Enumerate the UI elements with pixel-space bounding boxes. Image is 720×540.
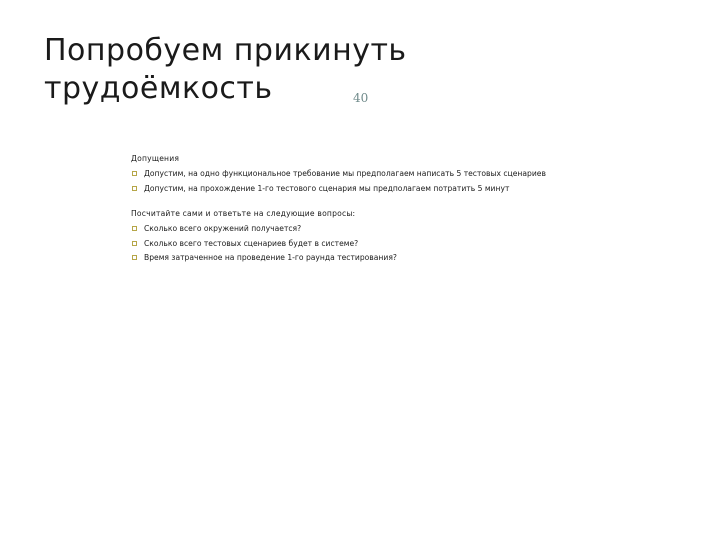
list-item [131,169,691,179]
list-item-text: Сколько всего окружений получается? [144,224,302,233]
square-bullet-icon [132,226,137,231]
assumptions-heading: Допущения [131,154,180,163]
section-spacer [131,198,691,209]
questions-heading: Посчитайте сами и ответьте на следующие вопросы: [131,209,356,218]
list-item [131,224,691,234]
square-bullet-icon [132,241,137,246]
list-item [131,239,691,249]
list-item-text: Допустим, на одно функциональное требование мы предполагаем написать 5 тестовых сценариев [144,169,546,178]
questions-list [131,224,691,263]
list-item [131,253,691,263]
square-bullet-icon [132,186,137,191]
slide-body [131,154,691,268]
list-item-text: Время затраченное на проведение 1-го раунда тестирования? [144,253,397,262]
square-bullet-icon [132,255,137,260]
assumptions-list [131,169,691,194]
slide-number: 40 [353,91,369,105]
list-item [131,184,691,194]
list-item-text: Допустим, на прохождение 1-го тестового сценария мы предполагаем потратить 5 минут [144,183,510,193]
square-bullet-icon [132,171,137,176]
slide-title: Попробуем прикинуть трудоёмкость [44,33,407,106]
list-item-text: Сколько всего тестовых сценариев будет в системе? [144,238,359,248]
